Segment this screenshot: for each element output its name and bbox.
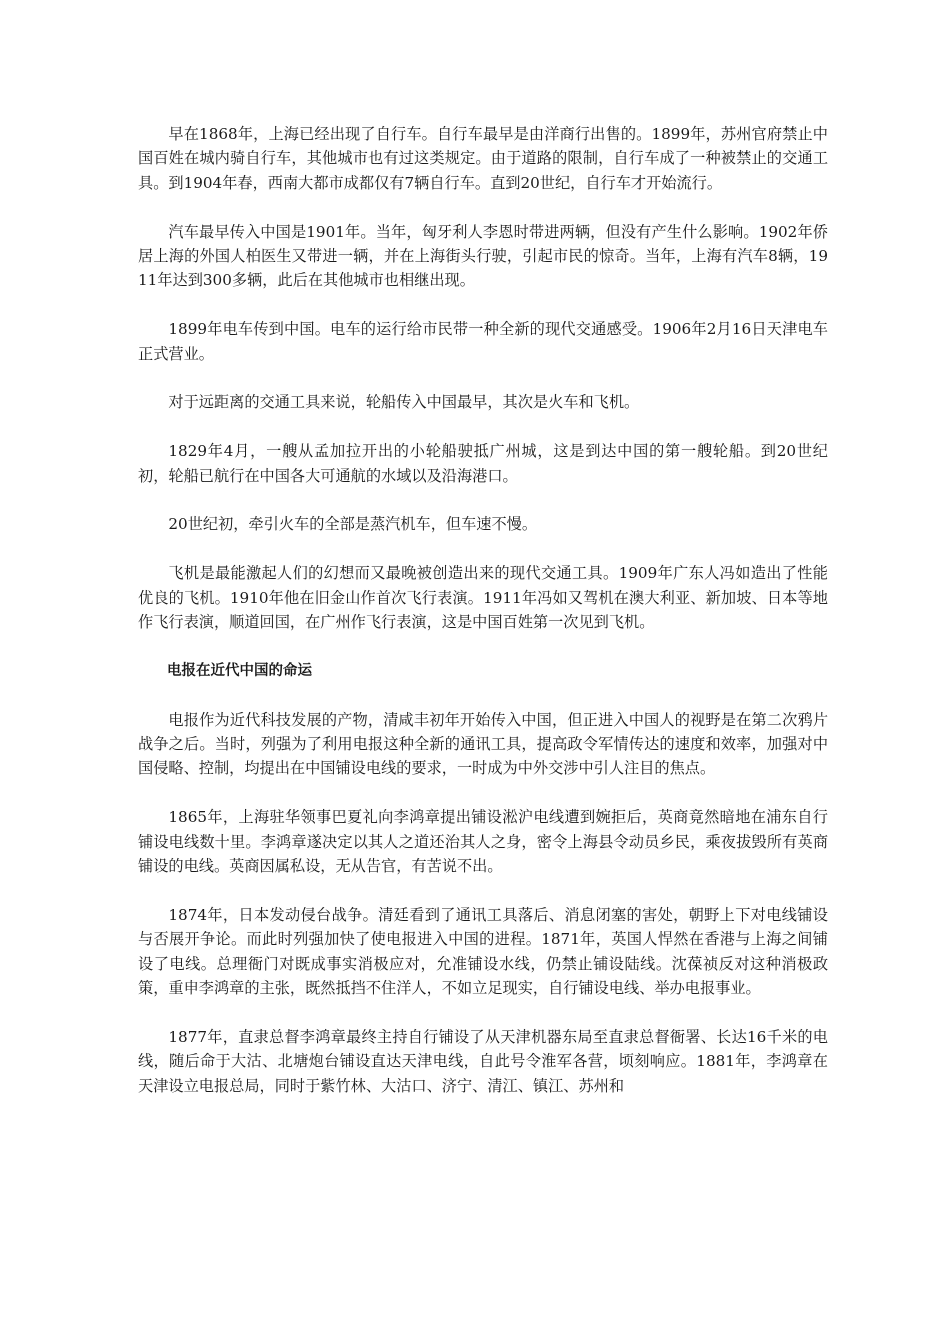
paragraph-telegraph-1865: 1865年，上海驻华领事巴夏礼向李鸿章提出铺设淞沪电线遭到婉拒后，英商竟然暗地在浦东自行铺设电线数十里。李鸿章遂决定以其人之道还治其人之身，密令上海县令动员乡民，乘夜拔毁所有英商铺设的电线。英商因属私设，无从告官，有苦说不出。 (138, 808, 828, 876)
paragraph-bicycle: 早在1868年，上海已经出现了自行车。自行车最早是由洋商行出售的。1899年，苏州官府禁止中国百姓在城内骑自行车，其他城市也有过这类规定。由于道路的限制，自行车成了一种被禁止的交通工具。到1904年春，西南大都市成都仅有7辆自行车。直到20世纪，自行车才开始流行。 (138, 125, 828, 192)
paragraph-telegraph-1877: 1877年，直隶总督李鸿章最终主持自行铺设了从天津机器东局至直隶总督衙署、长达16千米的电线，随后命于大沽、北塘炮台铺设直达天津电线，自此号令淮军各营，顷刻响应。1881年，李鸿章在天津设立电报总局，同时于紫竹林、大沽口、济宁、清江、镇江、苏州和 (138, 1027, 828, 1095)
paragraph-long-distance: 对于远距离的交通工具来说，轮船传入中国最早，其次是火车和飞机。 (168, 393, 640, 412)
paragraph-train: 20世纪初，牵引火车的全部是蒸汽机车，但车速不慢。 (168, 515, 538, 534)
paragraph-airplane: 飞机是最能激起人们的幻想而又最晚被创造出来的现代交通工具。1909年广东人冯如造出了性能优良的飞机。1910年他在旧金山作首次飞行表演。1911年冯如又驾机在澳大利亚、新加坡、日本等地作飞行表演，顺道回国，在广州作飞行表演，这是中国百姓第一次见到飞机。 (138, 564, 828, 632)
paragraph-steamship: 1829年4月，一艘从孟加拉开出的小轮船驶抵广州城，这是到达中国的第一艘轮船。到20世纪初，轮船已航行在中国各大可通航的水域以及沿海港口。 (138, 442, 828, 485)
paragraph-automobile: 汽车最早传入中国是1901年。当年，匈牙利人李恩时带进两辆，但没有产生什么影响。1902年侨居上海的外国人柏医生又带进一辆，并在上海街头行驶，引起市民的惊奇。当年，上海有汽车8辆，1911年达到300多辆，此后在其他城市也相继出现。 (138, 222, 828, 290)
paragraph-tram: 1899年电车传到中国。电车的运行给市民带一种全新的现代交通感受。1906年2月16日天津电车正式营业。 (138, 320, 828, 363)
paragraph-telegraph-intro: 电报作为近代科技发展的产物，清咸丰初年开始传入中国，但正进入中国人的视野是在第二次鸦片战争之后。当时，列强为了利用电报这种全新的通讯工具，提高政令军情传达的速度和效率，加强对中国侵略、控制，均提出在中国铺设电线的要求，一时成为中外交涉中引人注目的焦点。 (138, 710, 828, 778)
document-page (138, 122, 828, 1098)
paragraph-telegraph-1874: 1874年，日本发动侵台战争。清廷看到了通讯工具落后、消息闭塞的害处，朝野上下对电线铺设与否展开争论。而此时列强加快了使电报进入中国的进程。1871年，英国人悍然在香港与上海之间铺设了电线。总理衙门对既成事实消极应对，允准铺设水线，仍禁止铺设陆线。沈葆祯反对这种消极政策，重申李鸿章的主张，既然抵挡不住洋人，不如立足现实，自行铺设电线、举办电报事业。 (138, 905, 828, 998)
section-heading: 电报在近代中国的命运 (167, 662, 312, 679)
